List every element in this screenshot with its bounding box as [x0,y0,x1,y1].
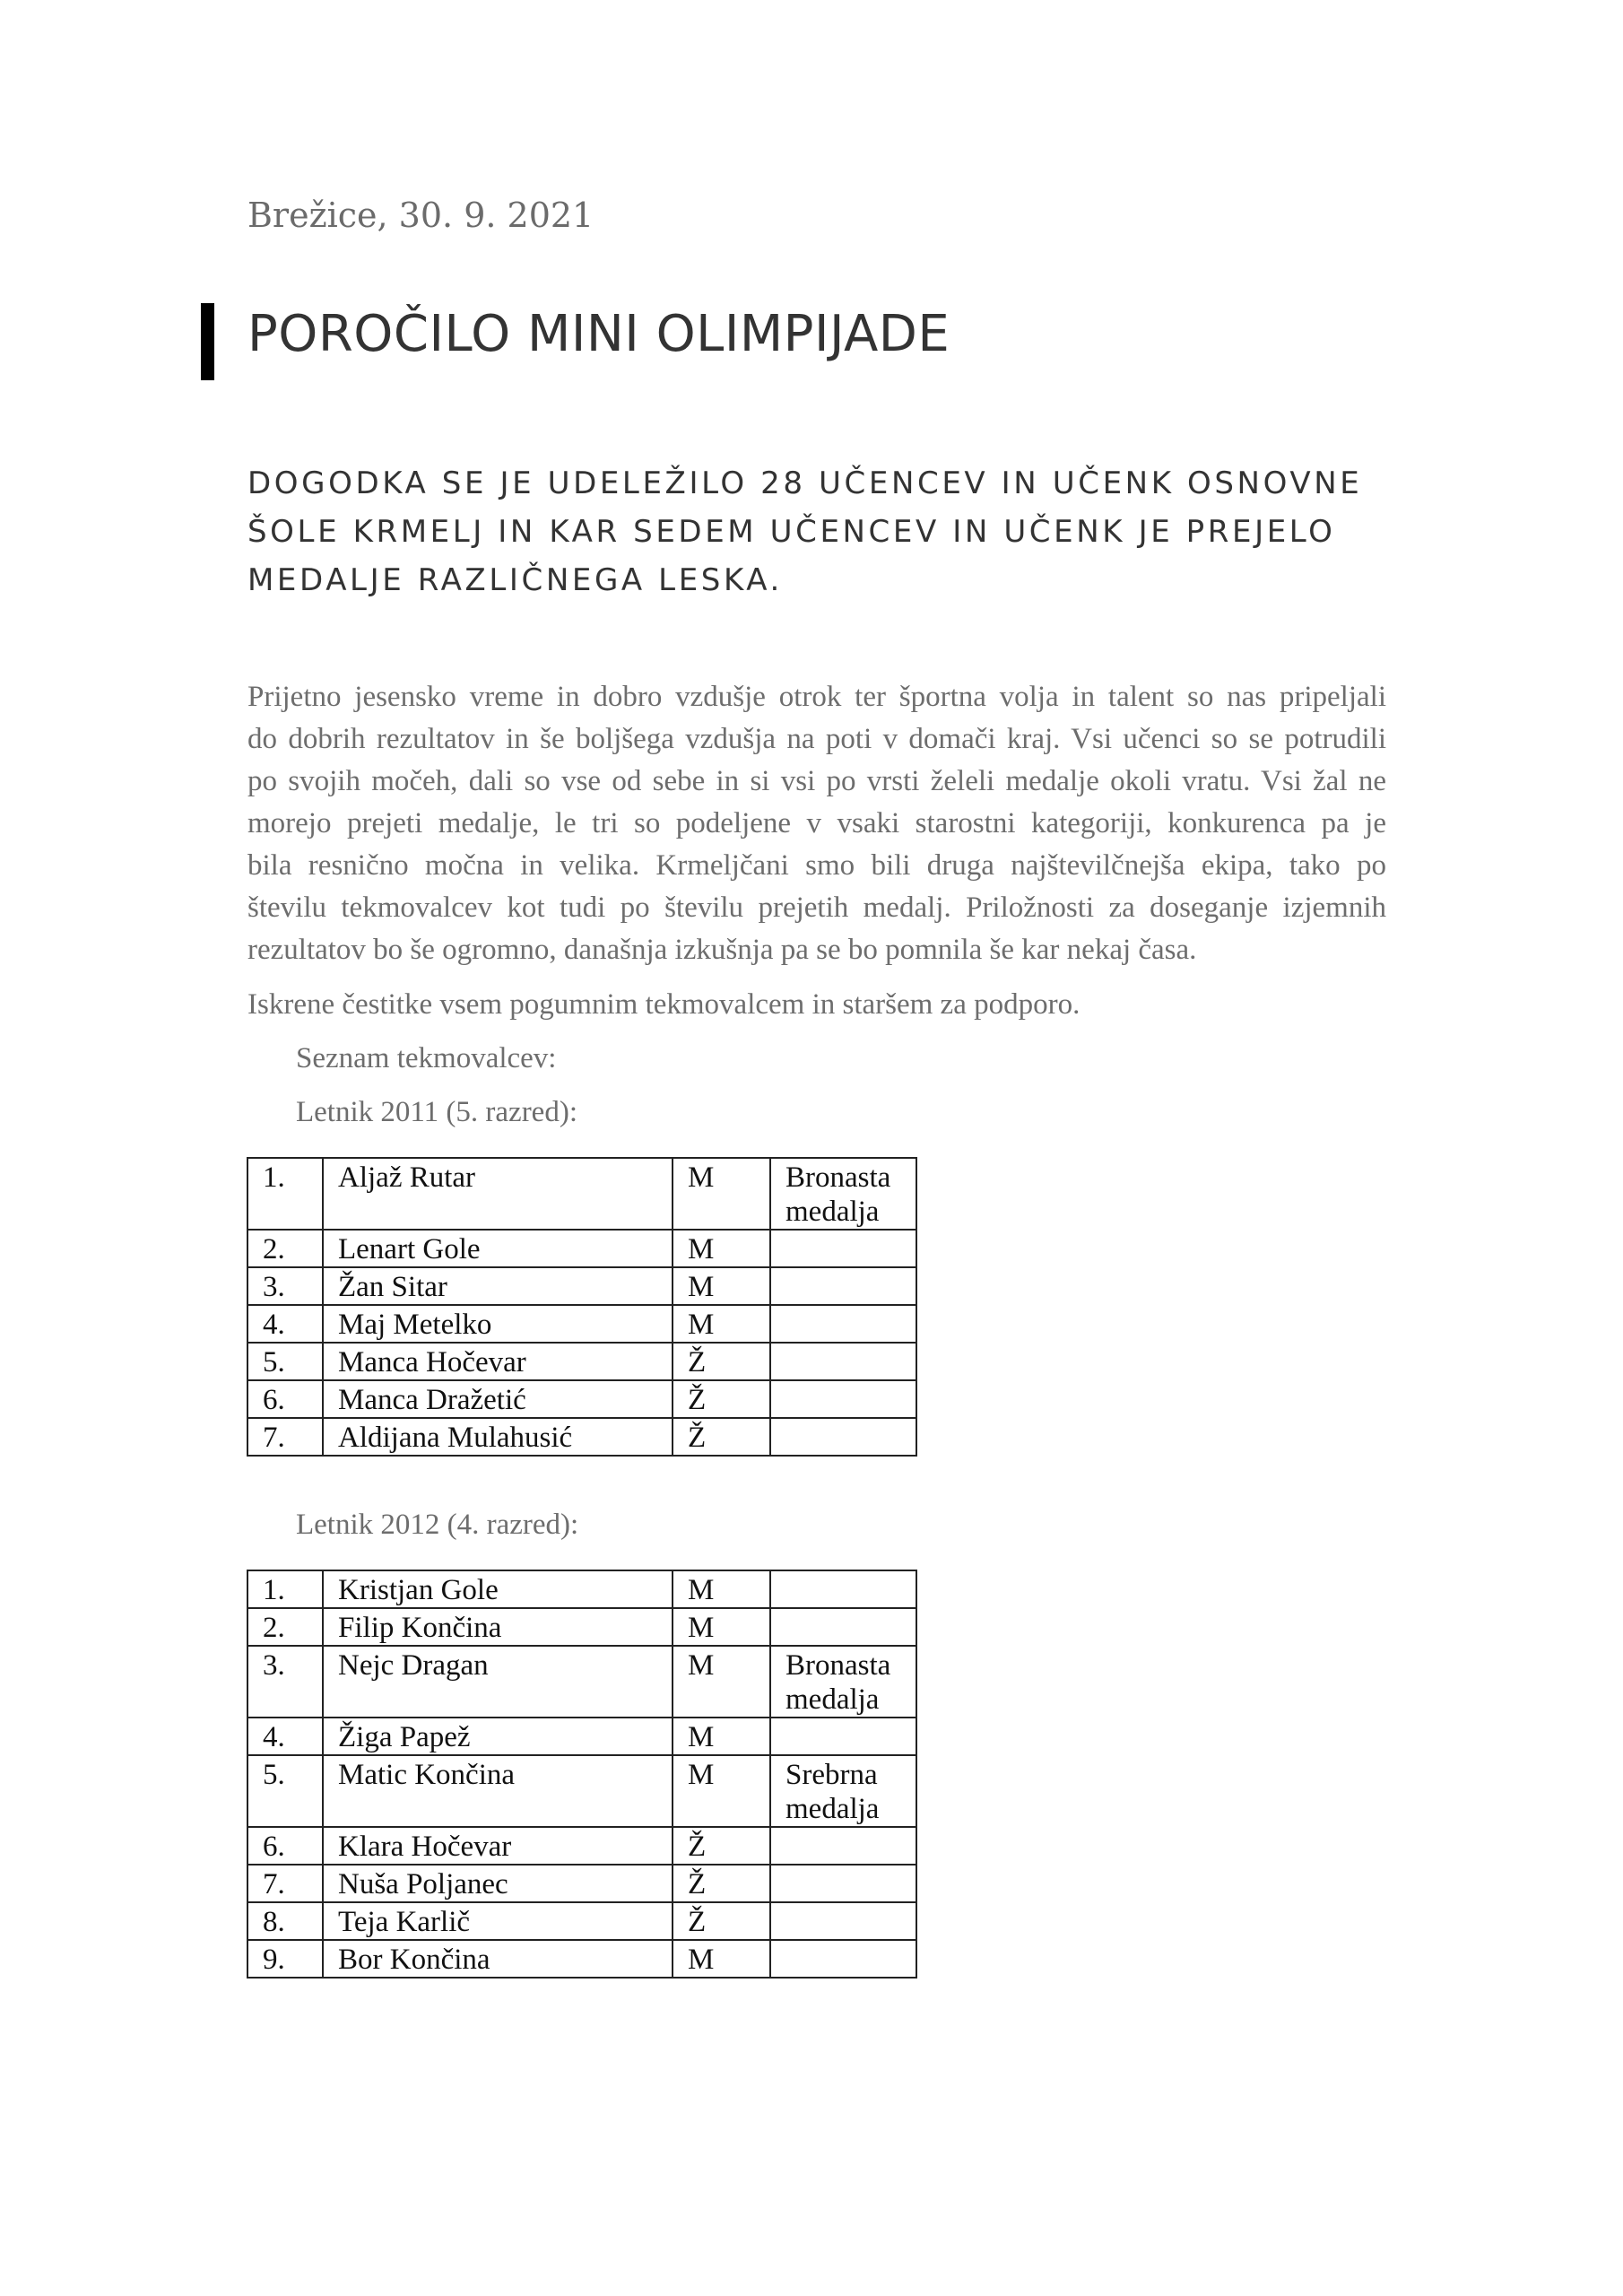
row-number: 4. [247,1718,323,1755]
table-row [247,1230,916,1267]
row-number: 5. [247,1755,323,1827]
congratulations-text: Iskrene čestitke vsem pogumnim tekmovalcem in staršem za podporo. [247,988,1081,1021]
row-number: 6. [247,1827,323,1865]
competitor-name: Aldijana Mulahusić [323,1418,673,1456]
body-line: rezultatov bo še ogromno, današnja izkušnja pa se bo pomnila še kar nekaj časa. [247,934,1197,966]
competitor-sex: M [673,1305,770,1343]
competitor-name: Kristjan Gole [323,1570,673,1608]
competitor-name: Filip Končina [323,1608,673,1646]
competitor-name: Maj Metelko [323,1305,673,1343]
document-date: Brežice, 30. 9. 2021 [247,196,595,235]
competitor-name: Manca Hočevar [323,1343,673,1380]
table-row [247,1380,916,1418]
medal-cell [770,1305,916,1343]
competitor-sex: M [673,1267,770,1305]
row-number: 7. [247,1865,323,1902]
row-number: 3. [247,1267,323,1305]
medal-cell [770,1230,916,1267]
body-line: po svojih močeh, dali so vse od sebe in si vsi po vrsti želeli medalje okoli vratu. Vsi žal ne [247,765,1386,797]
medal-cell [770,1608,916,1646]
medal-cell [770,1940,916,1978]
list-heading: Seznam tekmovalcev: [296,1042,557,1074]
table-row [247,1755,916,1827]
body-paragraph [247,676,1386,971]
table-row [247,1343,916,1380]
lead-line: ŠOLE KRMELJ IN KAR SEDEM UČENCEV IN UČENK JE PREJELO [247,514,1336,550]
medal-cell [770,1570,916,1608]
table-row [247,1646,916,1718]
competitor-sex: M [673,1570,770,1608]
table-row [247,1305,916,1343]
table-row [247,1718,916,1755]
table-row [247,1940,916,1978]
medal-cell [770,1418,916,1456]
medal-cell [770,1343,916,1380]
title-accent-bar [201,303,214,380]
competitor-sex: M [673,1755,770,1827]
row-number: 2. [247,1608,323,1646]
row-number: 8. [247,1902,323,1940]
lead-line: MEDALJE RAZLIČNEGA LESKA. [247,562,783,598]
table-row [247,1865,916,1902]
medal-cell: Bronasta medalja [770,1646,916,1718]
row-number: 4. [247,1305,323,1343]
competitor-name: Žan Sitar [323,1267,673,1305]
row-number: 9. [247,1940,323,1978]
group-heading-2012: Letnik 2012 (4. razred): [296,1509,579,1541]
row-number: 1. [247,1570,323,1608]
document-title: POROČILO MINI OLIMPIJADE [247,305,950,363]
competitor-sex: Ž [673,1865,770,1902]
competitor-sex: M [673,1718,770,1755]
row-number: 3. [247,1646,323,1718]
competitor-sex: M [673,1158,770,1230]
roster-table-2012 [247,1570,917,1979]
row-number: 6. [247,1380,323,1418]
competitor-sex: Ž [673,1418,770,1456]
body-line: do dobrih rezultatov in še boljšega vzdušja na poti v domači kraj. Vsi učenci so se potrudili [247,723,1386,755]
row-number: 1. [247,1158,323,1230]
body-line: številu tekmovalcev kot tudi po številu prejetih medalj. Priložnosti za doseganje izjemnih [247,891,1386,924]
row-number: 2. [247,1230,323,1267]
competitor-sex: Ž [673,1902,770,1940]
table-row [247,1827,916,1865]
table-row [247,1570,916,1608]
medal-cell: Bronasta medalja [770,1158,916,1230]
competitor-sex: M [673,1608,770,1646]
competitor-sex: Ž [673,1343,770,1380]
row-number: 5. [247,1343,323,1380]
competitor-sex: Ž [673,1827,770,1865]
competitor-name: Klara Hočevar [323,1827,673,1865]
table-row [247,1902,916,1940]
medal-cell: Srebrna medalja [770,1755,916,1827]
competitor-name: Aljaž Rutar [323,1158,673,1230]
competitor-name: Lenart Gole [323,1230,673,1267]
competitor-name: Teja Karlič [323,1902,673,1940]
lead-paragraph [247,459,1413,604]
competitor-name: Nuša Poljanec [323,1865,673,1902]
table-row [247,1418,916,1456]
competitor-name: Matic Končina [323,1755,673,1827]
body-line: bila resnično močna in velika. Krmeljčani smo bili druga najštevilčnejša ekipa, tako po [247,849,1386,882]
body-line: morejo prejeti medalje, le tri so podeljene v vsaki starostni kategoriji, konkurenca pa je [247,807,1386,839]
competitor-name: Nejc Dragan [323,1646,673,1718]
lead-line: DOGODKA SE JE UDELEŽILO 28 UČENCEV IN UČENK OSNOVNE [247,465,1363,501]
medal-cell [770,1267,916,1305]
medal-cell [770,1380,916,1418]
medal-cell [770,1718,916,1755]
table-row [247,1608,916,1646]
table-row [247,1267,916,1305]
medal-cell [770,1827,916,1865]
roster-table-2011 [247,1157,917,1457]
competitor-name: Bor Končina [323,1940,673,1978]
competitor-sex: M [673,1646,770,1718]
group-heading-2011: Letnik 2011 (5. razred): [296,1096,577,1128]
competitor-sex: Ž [673,1380,770,1418]
row-number: 7. [247,1418,323,1456]
medal-cell [770,1865,916,1902]
competitor-name: Manca Dražetić [323,1380,673,1418]
medal-cell [770,1902,916,1940]
competitor-name: Žiga Papež [323,1718,673,1755]
competitor-sex: M [673,1230,770,1267]
table-row [247,1158,916,1230]
competitor-sex: M [673,1940,770,1978]
body-line: Prijetno jesensko vreme in dobro vzdušje otrok ter športna volja in talent so nas pripeljali [247,681,1386,713]
